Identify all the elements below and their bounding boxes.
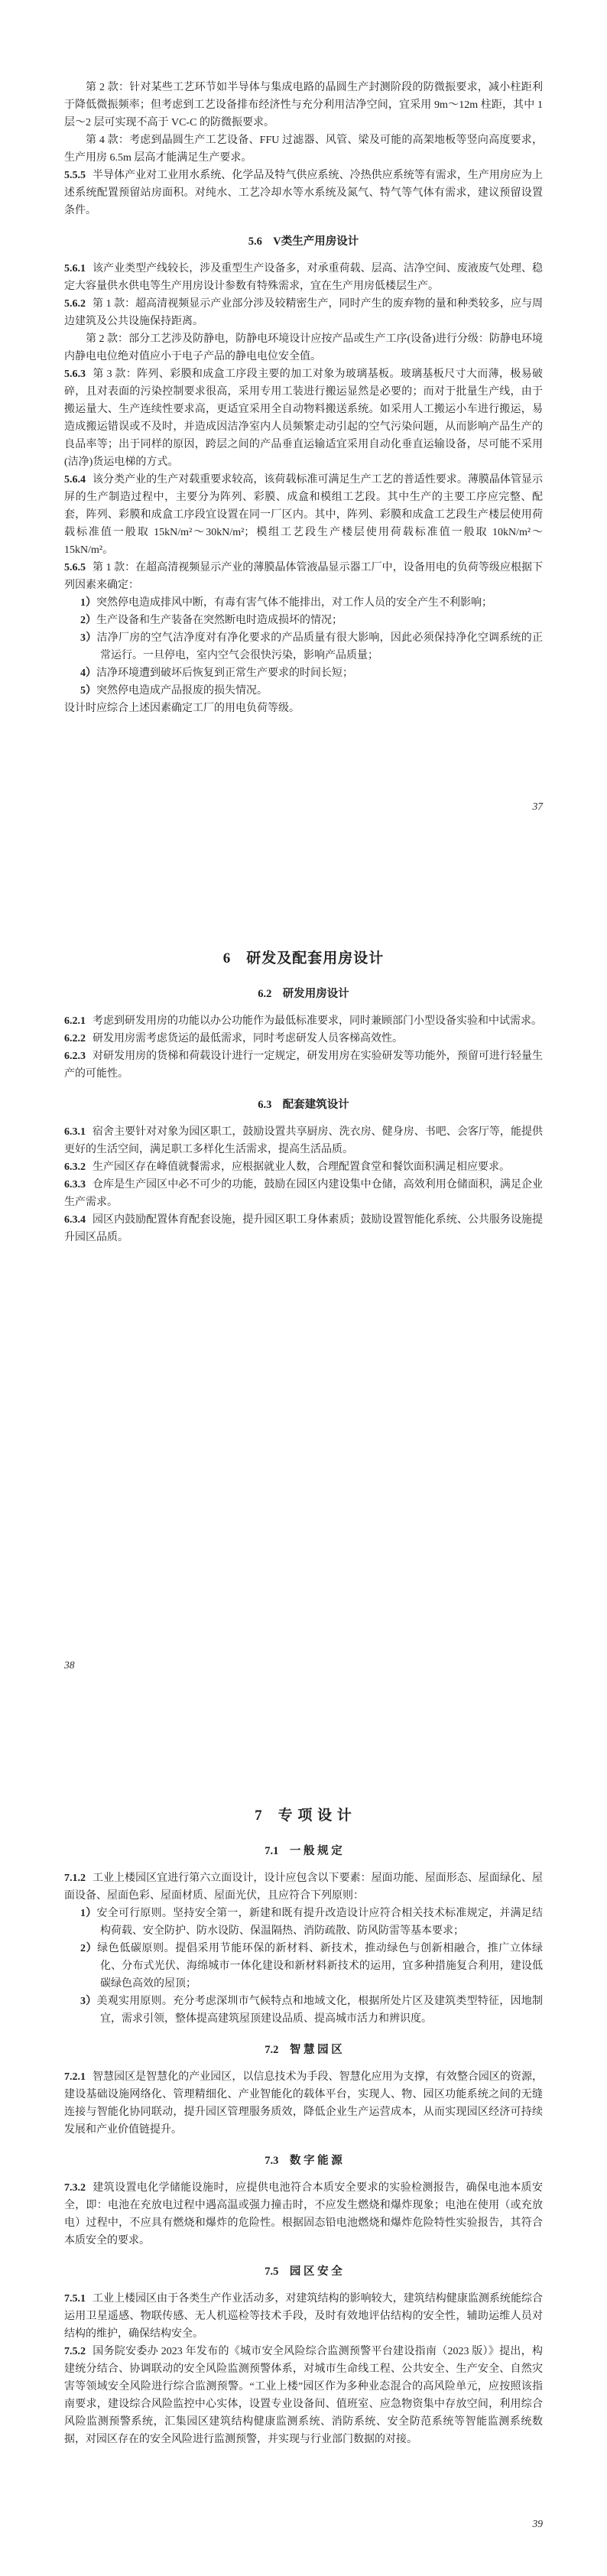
- list-item-text: 安全可行原则。坚持安全第一，新建和既有提升改造设计应符合相关技术标准规定，并满足结构荷载、安全防护、防水设防、保温隔热、消防疏散、防风防雷等基本要求；: [96, 1908, 544, 1937]
- section-heading-7-1: 7.1 一 般 规 定: [265, 1845, 342, 1857]
- clause-number: 7.5.1: [64, 2293, 86, 2305]
- clause-7-3-2: [64, 2179, 543, 2250]
- page-number: 39: [532, 2518, 543, 2529]
- clause-text: 对研发用房的货梯和荷载设计进行一定规定，研发用房在实验研发等功能外，预留可进行轻量生产的可能性。: [64, 1051, 543, 1080]
- list-item-number: 1）: [80, 1908, 97, 1919]
- clause-6-2-1: [64, 1012, 543, 1030]
- clause-text: 仓库是生产园区中必不可少的功能，鼓励在园区内建设集中仓储，高效利用仓储面积，满足企业生产需求。: [64, 1179, 543, 1208]
- list-item-2: [64, 612, 543, 629]
- page-39-content: [64, 1717, 543, 2448]
- clause-5-6-1: [64, 260, 543, 295]
- paragraph-item2-of-5-6-2: 第 2 款：部分工艺涉及防静电，防静电环境设计应按产品或生产工序(设备)进行分级：防静电环境内静电电位绝对值应小于电子产品的静电电位安全值。: [64, 333, 543, 362]
- list-item-4: [64, 664, 543, 682]
- list-item-text: 绿色低碳原则。提倡采用节能环保的新材料、新技术，推动绿色与创新相融合，推广立体绿化、分布式光伏、海绵城市一体化建设和新材料新技术的运用，宜多种措施复合利用，建设低碳绿色高效的屋顶；: [97, 1943, 543, 1990]
- clause-number: 5.6.5: [64, 562, 86, 573]
- closing-paragraph: 设计时应综合上述因素确定工厂的用电负荷等级。: [64, 703, 300, 714]
- page-37-content: [64, 0, 543, 717]
- list-item-number: 4）: [80, 668, 96, 679]
- clause-text: 建筑设置电化学储能设施时，应提供电池符合本质安全要求的实验检测报告，确保电池本质安全，即：电池在充放电过程中遇高温或强力撞击时，不应发生燃烧和爆炸现象；电池在使用（或充放电）过程中，不应具有燃烧和爆炸的危险性。根据固态铅电池燃烧和爆炸危险特性实验报告，其符合本质安全的要求。: [64, 2182, 543, 2246]
- clause-6-3-3: [64, 1176, 543, 1211]
- page-38-content: [64, 859, 543, 1246]
- clause-number: 5.6.1: [64, 263, 86, 274]
- list-item-text: 突然停电造成排风中断，有毒有害气体不能排出，对工作人员的安全产生不利影响；: [96, 597, 492, 609]
- clause-number: 6.3.3: [64, 1179, 86, 1191]
- clause-6-2-2: [64, 1030, 543, 1048]
- list-item-number: 1）: [80, 597, 96, 609]
- clause-5-6-2: [64, 295, 543, 330]
- clause-6-2-3: [64, 1048, 543, 1083]
- clause-number: 6.3.1: [64, 1126, 86, 1138]
- clause-text: 生产园区存在峰值就餐需求，应根据就业人数，合理配置食堂和餐饮面积满足相应要求。: [93, 1161, 510, 1173]
- clause-text: 园区内鼓励配置体育配套设施，提升园区职工身体素质；鼓励设置智能化系统、公共服务设施提升园区品质。: [64, 1214, 543, 1243]
- clause-7-2-1: [64, 2068, 543, 2139]
- section-heading-6-3: 6.3 配套建筑设计: [258, 1099, 349, 1111]
- clause-6-3-4: [64, 1211, 543, 1246]
- clause-text: 第 1 款：超高清视频显示产业部分涉及较精密生产，同时产生的废弃物的量和种类较多，应与周边建筑及公共设施保持距离。: [64, 298, 543, 327]
- section-heading-7-3: 7.3 数 字 能 源: [265, 2155, 342, 2167]
- clause-text: 工业上楼园区由于各类生产作业活动多，对建筑结构的影响较大，建筑结构健康监测系统能综合运用卫星遥感、物联传感、无人机巡检等技术手段，及时有效地评估结构的安全性，辅助运维人员对结构的维护，确保结构安全。: [64, 2293, 543, 2340]
- clause-6-3-2: [64, 1158, 543, 1176]
- list-item-text: 生产设备和生产装备在突然断电时造成损坏的情况；: [96, 615, 342, 626]
- clause-text: 半导体产业对工业用水系统、化学品及特气供应系统、冷热供应系统等有需求，生产用房应为上述系统配置预留站房面积。对纯水、工艺冷却水等水系统及氮气、特气等气体有需求，建议预留设置条件。: [64, 170, 543, 216]
- clause-5-5-5: [64, 167, 543, 219]
- clause-6-3-1: [64, 1123, 543, 1158]
- list-item-number: 5）: [80, 685, 96, 697]
- list-item-number: 3）: [80, 1996, 97, 2007]
- list-item-text: 洁净环境遭到破坏后恢复到正常生产要求的时间长短；: [96, 668, 353, 679]
- clause-number: 6.3.4: [64, 1214, 86, 1226]
- clause-number: 5.5.5: [64, 170, 86, 181]
- clause-number: 7.1.2: [64, 1873, 86, 1884]
- clause-text: 第 1 款：在超高清视频显示产业的薄膜晶体管液晶显示器工厂中，设备用电的负荷等级应根据下列因素来确定：: [64, 562, 543, 591]
- chapter-heading-7: 7 专 项 设 计: [255, 1808, 352, 1824]
- clause-text: 工业上楼园区宜进行第六立面设计，设计应包含以下要素：屋面功能、屋面形态、屋面绿化、屋面设备、屋面色彩、屋面材质、屋面光伏，且应符合下列原则：: [64, 1873, 543, 1902]
- section-heading-6-2: 6.2 研发用房设计: [258, 988, 349, 1000]
- list-item-3: [64, 629, 543, 664]
- page-number: 37: [532, 801, 543, 812]
- clause-number: 6.2.3: [64, 1051, 86, 1062]
- page-38: [0, 859, 607, 1717]
- list-item-1: [64, 1905, 543, 1940]
- list-item-number: 3）: [80, 632, 97, 644]
- chapter-heading-6: 6 研发及配套用房设计: [222, 950, 385, 966]
- clause-number: 7.5.2: [64, 2346, 86, 2357]
- clause-text: 该分类产业的生产对载重要求较高，该荷载标准可满足生产工艺的普适性要求。薄膜晶体管显示屏的生产制造过程中，主要分为阵列、彩膜、成盒和模组工艺段。其中生产的主要工序应完整、配套，阵列、彩膜和成盒工序段宜设置在同一厂区内。其中，阵列、彩膜和成盒工艺段生产楼层使用荷载标准值一般取 15kN/m²～30kN/m²；模组工艺段生产楼层使用荷载标准值一般取 10kN/m²～15kN/m²。: [64, 474, 543, 556]
- clause-number: 7.2.1: [64, 2071, 86, 2083]
- clause-number: 5.6.3: [64, 369, 86, 380]
- clause-7-1-2: [64, 1869, 543, 1905]
- clause-number: 6.2.1: [64, 1015, 86, 1027]
- clause-7-5-2: [64, 2343, 543, 2448]
- section-heading-7-5: 7.5 园 区 安 全: [265, 2266, 342, 2278]
- page-39: [0, 1717, 607, 2576]
- list-item-text: 突然停电造成产品报废的损失情况。: [96, 685, 268, 697]
- paragraph-item4: 第 4 款：考虑到晶圆生产工艺设备、FFU 过滤器、风管、梁及可能的高架地板等竖向高度要求，生产用房 6.5m 层高才能满足生产要求。: [64, 135, 543, 164]
- page-37: [0, 0, 607, 859]
- clause-number: 5.6.2: [64, 298, 86, 310]
- clause-5-6-5: [64, 559, 543, 594]
- list-item-number: 2）: [80, 615, 96, 626]
- paragraph-item2: 第 2 款：针对某些工艺环节如半导体与集成电路的晶圆生产封测阶段的防微振要求，减小柱距利于降低微振频率；但考虑到工艺设备排布经济性与充分利用洁净空间，宜采用 9m～12m 柱距，其中 1 层～2 层可实现不高于 VC-C 的防微振要求。: [64, 82, 543, 128]
- list-item-text: 洁净厂房的空气洁净度对有净化要求的产品质量有很大影响，因此必须保持净化空调系统的正常运行。一旦停电，室内空气会很快污染，影响产品质量；: [96, 632, 544, 661]
- list-item-text: 美观实用原则。充分考虑深圳市气候特点和地域文化，根据所处片区及建筑类型特征，因地制宜，需求引领，整体提高建筑屋顶建设品质、提高城市活力和辨识度。: [96, 1996, 544, 2025]
- clause-text: 宿舍主要针对对象为园区职工，鼓励设置共享厨房、洗衣房、健身房、书吧、会客厅等，能提供更好的生活空间，满足职工多样化生活需求，提高生活品质。: [64, 1126, 543, 1155]
- clause-text: 研发用房需考虑货运的最低需求，同时考虑研发人员客梯高效性。: [93, 1033, 403, 1044]
- clause-number: 7.3.2: [64, 2182, 86, 2194]
- list-item-number: 2）: [80, 1943, 98, 1954]
- page-number: 38: [64, 1659, 75, 1671]
- section-heading-7-2: 7.2 智 慧 园 区: [265, 2044, 342, 2056]
- list-item-3: [64, 1993, 543, 2028]
- clause-text: 该产业类型产线较长，涉及重型生产设备多，对承重荷载、层高、洁净空间、废液废气处理、稳定大容量供水供电等生产用房设计参数有特殊需求，宜在生产用房低楼层生产。: [64, 263, 543, 292]
- clause-5-6-3: [64, 365, 543, 471]
- clause-7-5-1: [64, 2290, 543, 2343]
- clause-text: 智慧园区是智慧化的产业园区，以信息技术为手段、智慧化应用为支撑，有效整合园区的资源，建设基础设施网络化、管理精细化、产业智能化的载体平台，实现人、物、园区功能系统之间的无缝连接与智能化协同联动，提升园区管理服务质效，降低企业生产运营成本，从而实现园区经济可持续发展和产业价值链提升。: [64, 2071, 543, 2136]
- list-item-5: [64, 682, 543, 700]
- section-heading-5-6: 5.6 V类生产用房设计: [248, 236, 359, 248]
- clause-5-6-4: [64, 471, 543, 559]
- clause-text: 考虑到研发用房的功能以办公功能作为最低标准要求，同时兼顾部门小型设备实验和中试需求。: [93, 1015, 542, 1027]
- clause-number: 6.2.2: [64, 1033, 86, 1044]
- clause-number: 5.6.4: [64, 474, 86, 486]
- list-item-2: [64, 1940, 543, 1993]
- clause-text: 第 3 款：阵列、彩膜和成盒工序段主要的加工对象为玻璃基板。玻璃基板尺寸大而薄，极易破碎，且对表面的污染控制要求很高，采用专用工装进行搬运显然是必要的；而对于批量生产线，由于搬运量大、生产连续性要求高，更适宜采用全自动物料搬送系统。如采用人工搬运小车进行搬运，易造成搬运错误或不及时，并造成因洁净室内人员频繁走动引起的空气污染问题，从而影响产品生产的良品率等；出于同样的原因，跨层之间的产品垂直运输适宜采用自动化垂直运输设备，尽可能不采用(洁净)货运电梯的方式。: [64, 369, 543, 468]
- list-item-1: [64, 594, 543, 612]
- clause-number: 6.3.2: [64, 1161, 86, 1173]
- clause-text: 国务院安委办 2023 年发布的《城市安全风险综合监测预警平台建设指南（2023 版）》提出，构建统分结合、协调联动的安全风险监测预警体系，对城市生命线工程、公共安全、生产安全、自然灾害等领域安全风险进行综合监测预警。“工业上楼”园区作为多种业态混合的高风险单元，应按照该指南要求，建设综合风险监控中心实体，设置专业设备间、值班室、应急物资集中存放空间，利用综合风险监测预警系统，汇集园区建筑结构健康监测系统、消防系统、安全防范系统等智能监测系统数据，对园区存在的安全风险进行监测预警，并实现与行业部门数据的对接。: [64, 2346, 543, 2445]
